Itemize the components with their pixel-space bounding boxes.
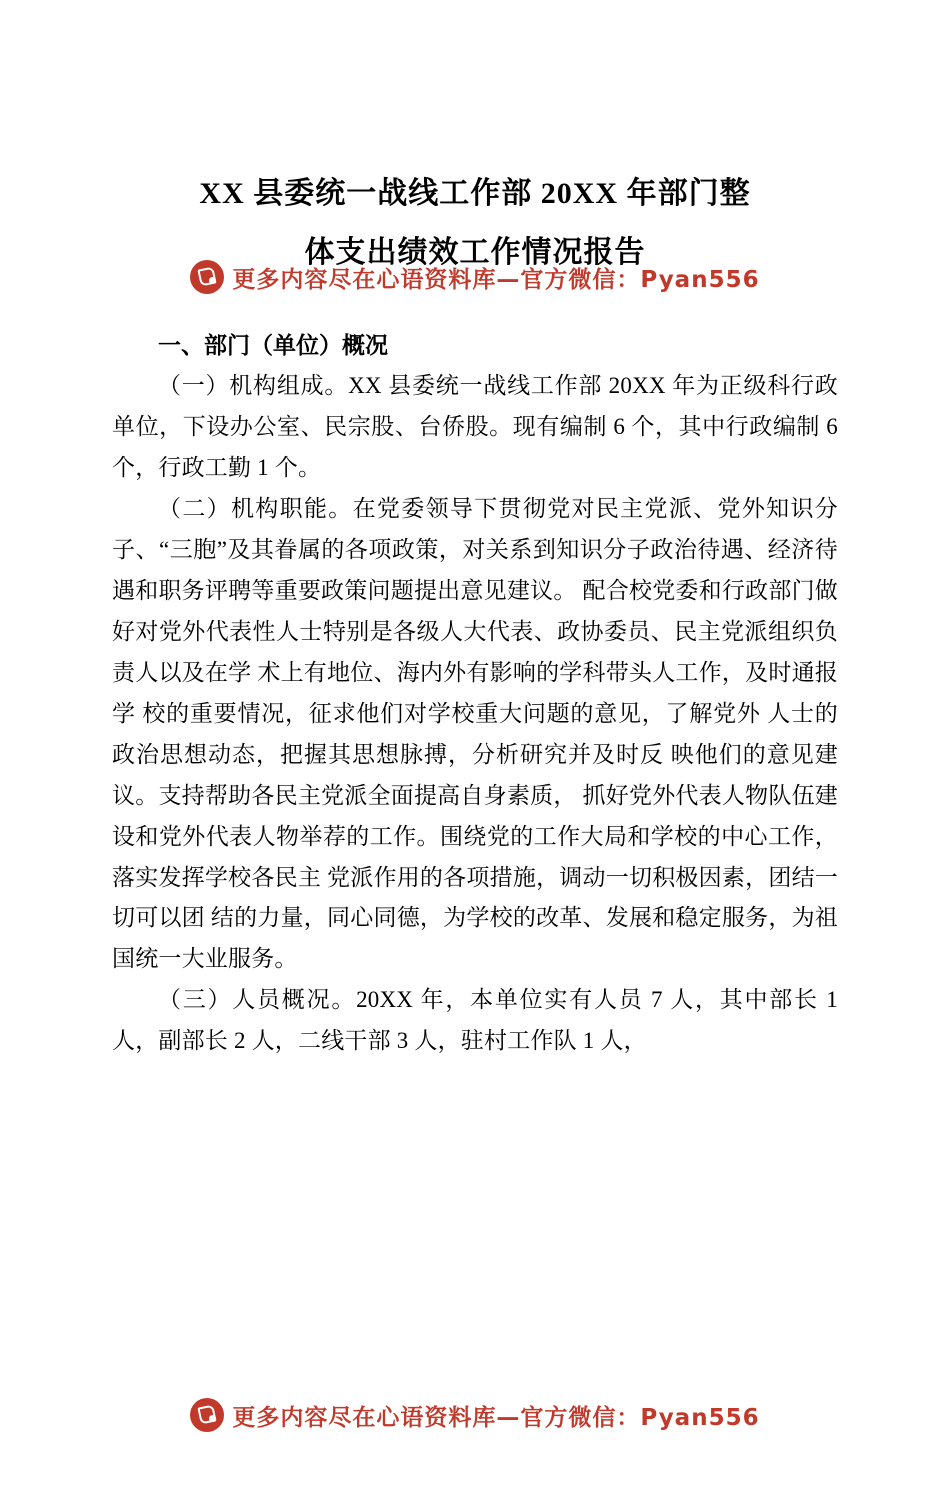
- section-heading: 一、部门（单位）概况: [158, 333, 388, 359]
- bird-badge-icon: [190, 1398, 224, 1432]
- watermark-secondary-text: 官方微信：Pyan556: [520, 266, 760, 293]
- page-title-line-1: XX 县委统一战线工作部 20XX 年部门整: [199, 177, 751, 210]
- paragraph-organization-composition: （一）机构组成。XX 县委统一战线工作部 20XX 年为正级科行政单位，下设办公室、民宗股、台侨股。现有编制 6 个，其中行政编制 6 个，行政工勤 1 个。: [112, 373, 838, 481]
- paragraph-organization-functions: （二）机构职能。在党委领导下贯彻党对民主党派、党外知识分子、“三胞”及其眷属的各项政策，对关系到知识分子政治待遇、经济待遇和职务评聘等重要政策问题提出意见建议。 配合校党委和行政部门做好对党外代表性人士特别是各级人大代表、政协委员、民主党派组织负责人以及在学 术上有地位、海内外有影响的学科带头人工作，及时通报学 校的重要情况，征求他们对学校重大问题的意见，了解党外 人士的政治思想动态，把握其思想脉搏，分析研究并及时反 映他们的意见建议。支持帮助各民主党派全面提高自身素质， 抓好党外代表人物队伍建设和党外代表人物举荐的工作。围绕党的工作大局和学校的中心工作，落实发挥学校各民主 党派作用的各项措施，调动一切积极因素，团结一切可以团 结的力量，同心同德，为学校的改革、发展和稳定服务，为祖国统一大业服务。: [112, 496, 838, 972]
- watermark-top: [0, 260, 950, 294]
- page-title-line-2: 体支出绩效工作情况报告: [304, 235, 646, 269]
- watermark-main-text: 更多内容尽在心语资料库—: [232, 266, 521, 293]
- bird-badge-icon: [190, 260, 224, 294]
- watermark-main-text: 更多内容尽在心语资料库—: [232, 1404, 521, 1431]
- watermark-secondary-text: 官方微信：Pyan556: [520, 1404, 760, 1431]
- watermark-bottom: [0, 1398, 950, 1432]
- document-page: [0, 165, 950, 1509]
- paragraph-personnel-overview: （三）人员概况。20XX 年，本单位实有人员 7 人，其中部长 1 人，副部长 2 人，二线干部 3 人，驻村工作队 1 人，: [112, 987, 838, 1054]
